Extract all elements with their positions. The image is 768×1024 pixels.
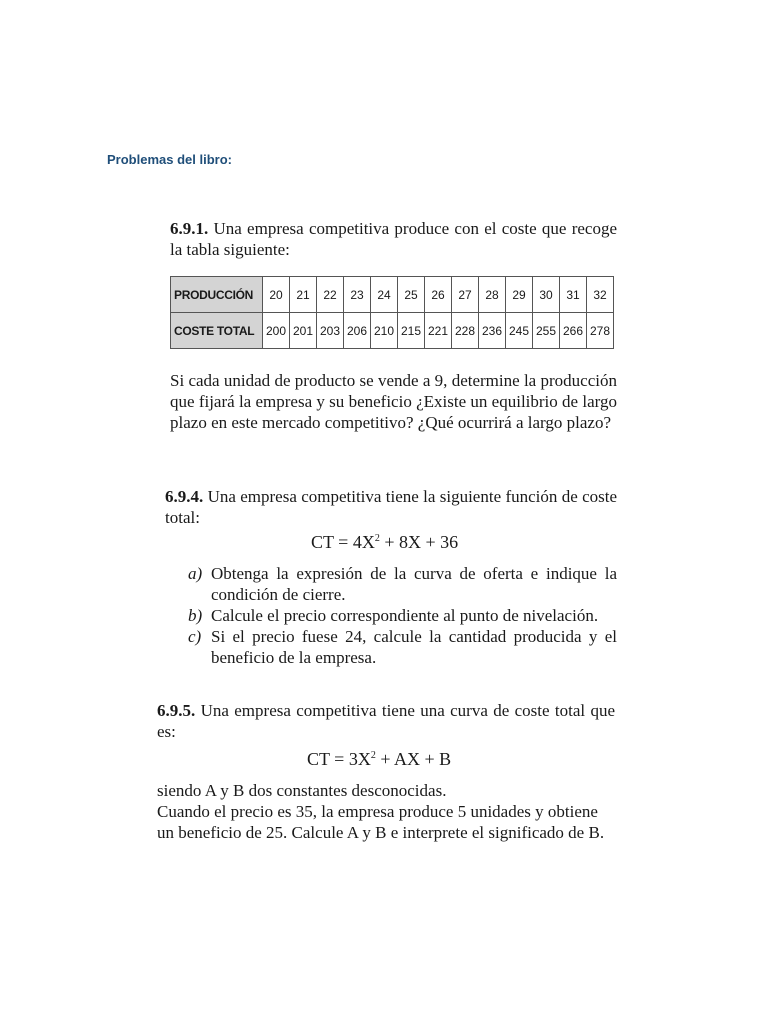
- table-cell-cost: 278: [587, 313, 614, 349]
- table-cell-cost: 245: [506, 313, 533, 349]
- table-cell-production: 25: [398, 277, 425, 313]
- table-cell-cost: 228: [452, 313, 479, 349]
- formula-rhs: + AX + B: [375, 749, 452, 769]
- table-cell-production: 20: [263, 277, 290, 313]
- problem-695-number: 6.9.5.: [157, 701, 196, 720]
- table-cell-cost: 215: [398, 313, 425, 349]
- table-cell-production: 28: [479, 277, 506, 313]
- item-marker: a): [188, 564, 203, 583]
- formula-exponent: 2: [370, 750, 376, 761]
- item-marker: b): [188, 606, 203, 625]
- table-cell-production: 30: [533, 277, 560, 313]
- item-text: Obtenga la expresión de la curva de oferta e indique la condición de cierre.: [211, 564, 617, 604]
- table-cell-cost: 200: [263, 313, 290, 349]
- table-cell-cost: 236: [479, 313, 506, 349]
- problem-695-statement: [157, 700, 615, 742]
- problem-694-items: [188, 563, 617, 668]
- table-cell-production: 31: [560, 277, 587, 313]
- table-cell-cost: 255: [533, 313, 560, 349]
- problem-695-line1: siendo A y B dos constantes desconocidas.: [157, 781, 447, 800]
- table-cell-production: 32: [587, 277, 614, 313]
- item-marker: c): [188, 627, 202, 646]
- problem-695-formula: [307, 749, 451, 770]
- list-item: [188, 605, 617, 626]
- table-cell-cost: 210: [371, 313, 398, 349]
- problem-691-number: 6.9.1.: [170, 219, 209, 238]
- table-cell-production: 22: [317, 277, 344, 313]
- table-row-production: [171, 277, 614, 313]
- section-heading: Problemas del libro:: [107, 152, 232, 167]
- item-text: Calcule el precio correspondiente al punto de nivelación.: [211, 606, 599, 625]
- table-cell-production: 29: [506, 277, 533, 313]
- table-cell-cost: 203: [317, 313, 344, 349]
- table-cell-cost: 206: [344, 313, 371, 349]
- problem-695-text: Una empresa competitiva tiene una curva de coste total que es:: [157, 701, 615, 741]
- problem-691-question: Si cada unidad de producto se vende a 9, determine la producción que fijará la empresa y su beneficio ¿Existe un equilibrio de largo plazo en este mercado competitivo? ¿Qué ocurrirá a largo plazo?: [170, 371, 617, 432]
- formula-exponent: 2: [374, 533, 380, 544]
- formula-lhs: CT = 4X: [311, 532, 375, 552]
- problem-691-statement: [170, 218, 617, 260]
- table-row-cost: [171, 313, 614, 349]
- table-cell-production: 21: [290, 277, 317, 313]
- table-cell-cost: 266: [560, 313, 587, 349]
- problem-695-text-block: [157, 780, 615, 843]
- problem-694-number: 6.9.4.: [165, 487, 204, 506]
- row-label-cost: COSTE TOTAL: [171, 313, 263, 349]
- formula-lhs: CT = 3X: [307, 749, 371, 769]
- problem-694-formula: [311, 532, 458, 553]
- list-item: [188, 563, 617, 605]
- table-cell-cost: 201: [290, 313, 317, 349]
- table-cell-production: 27: [452, 277, 479, 313]
- table-cell-production: 26: [425, 277, 452, 313]
- problem-691-text: Una empresa competitiva produce con el coste que recoge la tabla siguiente:: [170, 219, 617, 259]
- table-cell-cost: 221: [425, 313, 452, 349]
- table-cell-production: 24: [371, 277, 398, 313]
- table-cell-production: 23: [344, 277, 371, 313]
- problem-694-text: Una empresa competitiva tiene la siguiente función de coste total:: [165, 487, 617, 527]
- problem-695-line2: Cuando el precio es 35, la empresa produce 5 unidades y obtiene un beneficio de 25. Calcule A y B e interprete el significado de B.: [157, 802, 605, 842]
- list-item: [188, 626, 617, 668]
- row-label-production: PRODUCCIÓN: [171, 277, 263, 313]
- cost-table: [170, 276, 614, 349]
- item-text: Si el precio fuese 24, calcule la cantidad producida y el beneficio de la empresa.: [211, 627, 617, 667]
- formula-rhs: + 8X + 36: [379, 532, 459, 552]
- problem-694-statement: [165, 486, 617, 528]
